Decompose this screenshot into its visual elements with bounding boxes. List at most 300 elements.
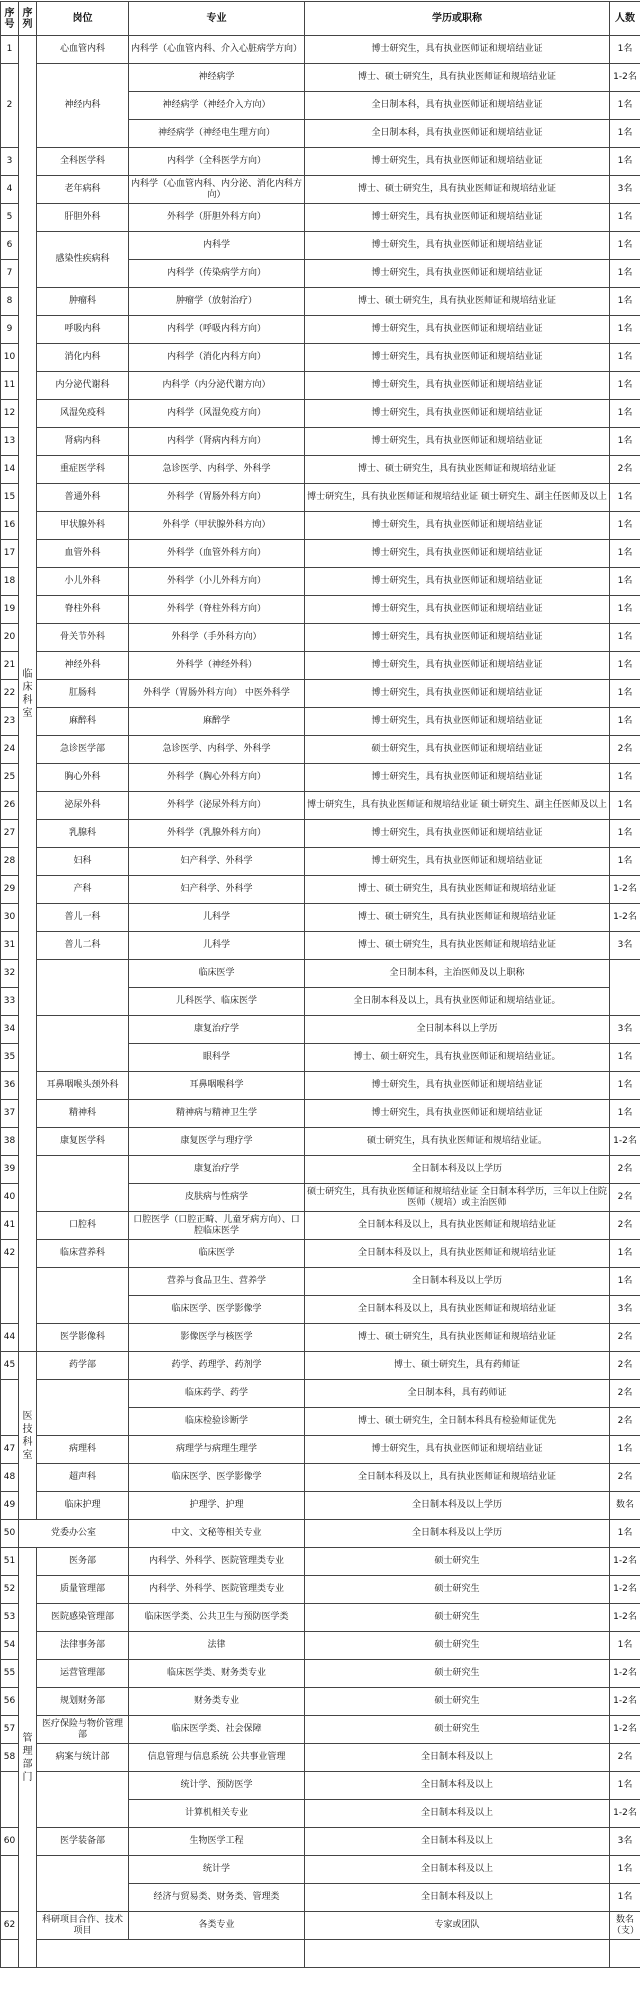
cell-position: 泌尿外科 xyxy=(37,792,129,820)
cell-seq: 3 xyxy=(1,148,19,176)
cell-education: 博士、硕士研究生，全日制本科具有检验师证优先 xyxy=(305,1408,610,1436)
cell-education: 博士、硕士研究生，具有执业医师证和规培结业证 xyxy=(305,904,610,932)
cell-position: 普儿一科 xyxy=(37,904,129,932)
table-row xyxy=(1,736,640,764)
cell-education: 全日制本科及以上，具有执业医师证和规培结业证 xyxy=(305,1296,610,1324)
cell-education: 博士研究生，具有执业医师证和规培结业证 xyxy=(305,652,610,680)
cell-position: 法律事务部 xyxy=(37,1632,129,1660)
table-row xyxy=(1,1380,640,1408)
cell-position: 感染性疾病科 xyxy=(37,232,129,288)
cell-count: 3名 xyxy=(610,932,640,960)
cell-education: 博士研究生，具有执业医师证和规培结业证 xyxy=(305,232,610,260)
cell-count: 1名 xyxy=(610,708,640,736)
cell-education: 博士研究生，具有执业医师证和规培结业证 xyxy=(305,316,610,344)
cell-major: 生物医学工程 xyxy=(129,1828,305,1856)
cell-position: 脊柱外科 xyxy=(37,596,129,624)
cell-major: 内科学（消化内科方向） xyxy=(129,344,305,372)
cell-education: 博士研究生，具有执业医师证和规培结业证 xyxy=(305,260,610,288)
cell-count: 3名 xyxy=(610,1296,640,1324)
table-row xyxy=(1,1716,640,1744)
cell-position xyxy=(37,1380,129,1436)
table-row xyxy=(1,1324,640,1352)
cell-education: 硕士研究生，具有执业医师证和规培结业证。 xyxy=(305,1128,610,1156)
cell-position: 急诊医学部 xyxy=(37,736,129,764)
cell-seq xyxy=(1,1856,19,1912)
cell-major: 临床医学、医学影像学 xyxy=(129,1296,305,1324)
cell-position: 老年病科 xyxy=(37,176,129,204)
table-row xyxy=(1,372,640,400)
cell-education: 全日制本科及以上，具有执业医师证和规培结业证 xyxy=(305,1464,610,1492)
cell-seq: 56 xyxy=(1,1688,19,1716)
cell-major: 法律 xyxy=(129,1632,305,1660)
cell-major: 临床医学、医学影像学 xyxy=(129,1464,305,1492)
cell-education: 硕士研究生 xyxy=(305,1604,610,1632)
cell-count: 1名 xyxy=(610,1044,640,1072)
cell-major: 内科学（风湿免疫方向） xyxy=(129,400,305,428)
table-row xyxy=(1,1744,640,1772)
cell-count: 1名 xyxy=(610,820,640,848)
cell-seq: 37 xyxy=(1,1100,19,1128)
cell-count: 1-2名 xyxy=(610,1128,640,1156)
cell-major: 中文、文秘等相关专业 xyxy=(129,1520,305,1548)
cell-major: 神经病学（神经介入方向） xyxy=(129,92,305,120)
cell-major: 耳鼻咽喉科学 xyxy=(129,1072,305,1100)
category-admin: 管理部门 xyxy=(19,1548,37,1968)
cell-seq: 58 xyxy=(1,1744,19,1772)
cell-position: 消化内科 xyxy=(37,344,129,372)
cell-position: 病案与统计部 xyxy=(37,1744,129,1772)
cell-major: 皮肤病与性病学 xyxy=(129,1184,305,1212)
cell-count: 1名 xyxy=(610,36,640,64)
cell-seq xyxy=(1,1772,19,1828)
table-row xyxy=(1,400,640,428)
cell-seq: 55 xyxy=(1,1660,19,1688)
cell-seq: 1 xyxy=(1,36,19,64)
cell-major: 临床医学 xyxy=(129,960,305,988)
cell-count: 1名 xyxy=(610,92,640,120)
cell-count: 1名 xyxy=(610,596,640,624)
cell-position: 肾病内科 xyxy=(37,428,129,456)
cell-major: 外科学（乳腺外科方向） xyxy=(129,820,305,848)
cell-seq: 28 xyxy=(1,848,19,876)
cell-position: 神经外科 xyxy=(37,652,129,680)
cell-count: 1名 xyxy=(610,1268,640,1296)
cell-seq: 31 xyxy=(1,932,19,960)
cell-seq: 52 xyxy=(1,1576,19,1604)
header-pos: 岗位 xyxy=(37,2,129,36)
cell-education: 全日制本科及以上，具有执业医师证和规培结业证 xyxy=(305,1212,610,1240)
cell-education: 博士、硕士研究生，具有执业医师证和规培结业证 xyxy=(305,288,610,316)
cell-position: 口腔科 xyxy=(37,1212,129,1240)
header-cat: 序列 xyxy=(19,2,37,36)
table-row xyxy=(1,960,640,988)
cell-major: 药学、药理学、药剂学 xyxy=(129,1352,305,1380)
cell-count: 2名 xyxy=(610,1324,640,1352)
table-row xyxy=(1,1016,640,1044)
cell-education: 博士研究生，具有执业医师证和规培结业证 xyxy=(305,596,610,624)
cell-seq: 44 xyxy=(1,1324,19,1352)
cell-count: 1名 xyxy=(610,1632,640,1660)
header-maj: 专业 xyxy=(129,2,305,36)
cell-seq: 49 xyxy=(1,1492,19,1520)
table-row xyxy=(1,652,640,680)
table-row xyxy=(1,1604,640,1632)
cell-seq: 42 xyxy=(1,1240,19,1268)
cell-major: 外科学（小儿外科方向） xyxy=(129,568,305,596)
cell-education: 博士、硕士研究生，具有执业医师证和规培结业证 xyxy=(305,176,610,204)
cell-position: 药学部 xyxy=(37,1352,129,1380)
cell-count: 1名 xyxy=(610,316,640,344)
cell-seq: 6 xyxy=(1,232,19,260)
table-row xyxy=(1,596,640,624)
cell-education: 博士、硕士研究生，具有执业医师证和规培结业证 xyxy=(305,456,610,484)
table-row xyxy=(1,456,640,484)
cell-position: 甲状腺外科 xyxy=(37,512,129,540)
cell-position: 精神科 xyxy=(37,1100,129,1128)
table-row xyxy=(1,848,640,876)
cell-education xyxy=(610,1940,640,1968)
cell-major: 财务类专业 xyxy=(129,1688,305,1716)
cell-count: 数名（支） xyxy=(610,1912,640,1940)
cell-seq: 32 xyxy=(1,960,19,988)
cell-position: 医学装备部 xyxy=(37,1828,129,1856)
table-row xyxy=(1,1520,640,1548)
cell-count: 1名 xyxy=(610,288,640,316)
cell-education: 硕士研究生，具有执业医师证和规培结业证 全日制本科学历，三年以上住院医师（规培）或主治医师 xyxy=(305,1184,610,1212)
cell-education: 全日制本科，具有执业医师证和规培结业证 xyxy=(305,92,610,120)
cell-seq: 14 xyxy=(1,456,19,484)
table-row xyxy=(1,820,640,848)
cell-position: 医学影像科 xyxy=(37,1324,129,1352)
cell-major: 临床医学类、财务类专业 xyxy=(129,1660,305,1688)
table-row xyxy=(1,1072,640,1100)
table-row xyxy=(1,1548,640,1576)
cell-seq: 38 xyxy=(1,1128,19,1156)
cell-education: 博士研究生，具有执业医师证和规培结业证 xyxy=(305,344,610,372)
cell-count: 1名 xyxy=(610,848,640,876)
cell-major: 外科学（泌尿外科方向） xyxy=(129,792,305,820)
cell-education: 全日制本科及以上 xyxy=(305,1744,610,1772)
cell-major: 肿瘤学（放射治疗） xyxy=(129,288,305,316)
cell-position: 内分泌代谢科 xyxy=(37,372,129,400)
table-row xyxy=(1,1576,640,1604)
cell-education: 全日制本科及以上学历 xyxy=(305,1520,610,1548)
cell-major: 外科学（脊柱外科方向） xyxy=(129,596,305,624)
cell-count: 3名 xyxy=(610,1016,640,1044)
cell-seq: 13 xyxy=(1,428,19,456)
table-row xyxy=(1,624,640,652)
cell-major: 外科学（胃肠外科方向） xyxy=(129,484,305,512)
cell-major: 内科学（心血管内科、介入心脏病学方向） xyxy=(129,36,305,64)
cell-education: 博士研究生，具有执业医师证和规培结业证 xyxy=(305,1436,610,1464)
cell-education: 全日制本科，主治医师及以上职称 xyxy=(305,960,610,988)
cell-count: 1名 xyxy=(610,1772,640,1800)
cell-count: 1名 xyxy=(610,484,640,512)
header-num: 人数 xyxy=(610,2,640,36)
cell-count xyxy=(610,960,640,1016)
cell-position: 乳腺科 xyxy=(37,820,129,848)
cell-count: 2名 xyxy=(610,1352,640,1380)
cell-position: 骨关节外科 xyxy=(37,624,129,652)
cell-count: 1名 xyxy=(610,1240,640,1268)
table-row xyxy=(1,64,640,92)
table-row xyxy=(1,1352,640,1380)
cell-seq: 60 xyxy=(1,1828,19,1856)
cell-position: 运营管理部 xyxy=(37,1660,129,1688)
cell-position xyxy=(37,1268,129,1324)
cell-count: 1名 xyxy=(610,372,640,400)
table-row xyxy=(1,764,640,792)
cell-major: 统计学 xyxy=(129,1856,305,1884)
cell-major: 外科学（胃肠外科方向） 中医外科学 xyxy=(129,680,305,708)
cell-education: 全日制本科及以上，具有执业医师证和规培结业证 xyxy=(305,1240,610,1268)
table-row xyxy=(1,792,640,820)
cell-seq: 20 xyxy=(1,624,19,652)
cell-count: 数名 xyxy=(610,1492,640,1520)
cell-count: 3名 xyxy=(610,1828,640,1856)
cell-position xyxy=(37,1940,305,1968)
cell-count: 1-2名 xyxy=(610,904,640,932)
cell-count: 2名 xyxy=(610,1380,640,1408)
cell-education: 全日制本科，具有药师证 xyxy=(305,1380,610,1408)
cell-education: 硕士研究生 xyxy=(305,1576,610,1604)
cell-seq: 26 xyxy=(1,792,19,820)
cell-seq: 34 xyxy=(1,1016,19,1044)
cell-education: 全日制本科，具有执业医师证和规培结业证 xyxy=(305,120,610,148)
cell-seq: 4 xyxy=(1,176,19,204)
cell-seq: 27 xyxy=(1,820,19,848)
table-row xyxy=(1,1828,640,1856)
cell-position: 病理科 xyxy=(37,1436,129,1464)
cell-count: 1名 xyxy=(610,624,640,652)
cell-major: 临床医学类、公共卫生与预防医学类 xyxy=(129,1604,305,1632)
cell-count: 1名 xyxy=(610,1884,640,1912)
cell-position xyxy=(37,960,129,1016)
table-row xyxy=(1,316,640,344)
cell-education: 博士研究生，具有执业医师证和规培结业证 xyxy=(305,708,610,736)
cell-major: 妇产科学、外科学 xyxy=(129,848,305,876)
table-row xyxy=(1,904,640,932)
table-row xyxy=(1,680,640,708)
table-row xyxy=(1,1688,640,1716)
table-row xyxy=(1,1940,640,1968)
table-row xyxy=(1,428,640,456)
cell-count: 1名 xyxy=(610,1856,640,1884)
cell-position: 神经内科 xyxy=(37,64,129,148)
cell-seq: 18 xyxy=(1,568,19,596)
cell-education: 博士研究生，具有执业医师证和规培结业证 xyxy=(305,400,610,428)
cell-position: 麻醉科 xyxy=(37,708,129,736)
cell-count: 2名 xyxy=(610,1184,640,1212)
cell-count: 2名 xyxy=(610,1744,640,1772)
cell-education: 博士研究生，具有执业医师证和规培结业证 xyxy=(305,680,610,708)
cell-seq: 30 xyxy=(1,904,19,932)
cell-position xyxy=(37,1156,129,1212)
cell-education: 博士、硕士研究生，具有执业医师证和规培结业证 xyxy=(305,932,610,960)
cell-count: 1-2名 xyxy=(610,1688,640,1716)
cell-major: 外科学（手外科方向） xyxy=(129,624,305,652)
cell-count: 2名 xyxy=(610,736,640,764)
cell-education: 博士研究生，具有执业医师证和规培结业证 xyxy=(305,36,610,64)
cell-education: 博士研究生，具有执业医师证和规培结业证 xyxy=(305,1100,610,1128)
cell-count: 1名 xyxy=(610,1520,640,1548)
cell-education: 博士、硕士研究生，具有执业医师证和规培结业证 xyxy=(305,1324,610,1352)
cell-education: 博士、硕士研究生，具有执业医师证和规培结业证 xyxy=(305,64,610,92)
table-row xyxy=(1,1492,640,1520)
cell-major: 神经病学（神经电生理方向） xyxy=(129,120,305,148)
cell-count: 1名 xyxy=(610,204,640,232)
cell-seq: 17 xyxy=(1,540,19,568)
cell-position: 普儿二科 xyxy=(37,932,129,960)
cell-major: 营养与食品卫生、营养学 xyxy=(129,1268,305,1296)
cell-count: 1名 xyxy=(610,344,640,372)
cell-count: 2名 xyxy=(610,1408,640,1436)
table-row xyxy=(1,876,640,904)
cell-education: 专家或团队 xyxy=(305,1912,610,1940)
table-row xyxy=(1,288,640,316)
cell-education: 博士研究生，具有执业医师证和规培结业证 xyxy=(305,428,610,456)
cell-seq: 25 xyxy=(1,764,19,792)
cell-position: 心血管内科 xyxy=(37,36,129,64)
cell-major: 眼科学 xyxy=(129,1044,305,1072)
cell-count: 1-2名 xyxy=(610,1660,640,1688)
cell-education: 硕士研究生 xyxy=(305,1632,610,1660)
table-row xyxy=(1,1100,640,1128)
table-row xyxy=(1,176,640,204)
cell-education: 博士研究生，具有执业医师证和规培结业证 硕士研究生、副主任医师及以上 xyxy=(305,792,610,820)
cell-seq: 47 xyxy=(1,1436,19,1464)
cell-education: 硕士研究生 xyxy=(305,1660,610,1688)
cell-education: 硕士研究生，具有执业医师证和规培结业证 xyxy=(305,736,610,764)
table-row xyxy=(1,1156,640,1184)
cell-education: 硕士研究生 xyxy=(305,1688,610,1716)
table-row xyxy=(1,232,640,260)
cell-seq: 53 xyxy=(1,1604,19,1632)
cell-seq: 16 xyxy=(1,512,19,540)
cell-seq: 11 xyxy=(1,372,19,400)
cell-count: 1名 xyxy=(610,568,640,596)
cell-count: 3名 xyxy=(610,176,640,204)
cell-count: 1-2名 xyxy=(610,1716,640,1744)
cell-seq: 29 xyxy=(1,876,19,904)
cell-position: 呼吸内科 xyxy=(37,316,129,344)
cell-major: 急诊医学、内科学、外科学 xyxy=(129,456,305,484)
cell-education: 博士研究生，具有执业医师证和规培结业证 xyxy=(305,568,610,596)
cell-major: 内科学（全科医学方向） xyxy=(129,148,305,176)
cell-position: 风湿免疫科 xyxy=(37,400,129,428)
cell-count: 1-2名 xyxy=(610,64,640,92)
cell-count: 1名 xyxy=(610,512,640,540)
cell-major: 康复治疗学 xyxy=(129,1156,305,1184)
table-row xyxy=(1,540,640,568)
cell-count: 1名 xyxy=(610,652,640,680)
table-row xyxy=(1,36,640,64)
cell-major: 临床检验诊断学 xyxy=(129,1408,305,1436)
cell-position: 肿瘤科 xyxy=(37,288,129,316)
cell-major: 神经病学 xyxy=(129,64,305,92)
cell-position: 康复医学科 xyxy=(37,1128,129,1156)
table-row xyxy=(1,1212,640,1240)
table-row xyxy=(1,1660,640,1688)
cell-count: 1名 xyxy=(610,260,640,288)
cell-seq: 12 xyxy=(1,400,19,428)
cell-seq xyxy=(1,1940,19,1968)
cell-education: 全日制本科及以上学历 xyxy=(305,1268,610,1296)
cell-education: 博士研究生，具有执业医师证和规培结业证 xyxy=(305,624,610,652)
cell-major: 外科学（血管外科方向） xyxy=(129,540,305,568)
cell-major: 内科学（肾病内科方向） xyxy=(129,428,305,456)
cell-major: 康复医学与理疗学 xyxy=(129,1128,305,1156)
cell-count: 2名 xyxy=(610,456,640,484)
cell-seq: 7 xyxy=(1,260,19,288)
cell-major: 外科学（甲状腺外科方向） xyxy=(129,512,305,540)
cell-seq xyxy=(1,1268,19,1324)
cell-education: 全日制本科及以上 xyxy=(305,1856,610,1884)
cell-major: 麻醉学 xyxy=(129,708,305,736)
cell-major: 内科学（传染病学方向） xyxy=(129,260,305,288)
cell-count: 1-2名 xyxy=(610,1576,640,1604)
cell-count: 1-2名 xyxy=(610,876,640,904)
cell-seq: 57 xyxy=(1,1716,19,1744)
cell-position: 质量管理部 xyxy=(37,1576,129,1604)
category-clinical: 临床科室 xyxy=(19,36,37,1352)
cell-education: 全日制本科及以上 xyxy=(305,1800,610,1828)
cell-position: 耳鼻咽喉头颈外科 xyxy=(37,1072,129,1100)
cell-major: 影像医学与核医学 xyxy=(129,1324,305,1352)
cell-major: 外科学（神经外科） xyxy=(129,652,305,680)
table-row xyxy=(1,512,640,540)
cell-seq: 50 xyxy=(1,1520,19,1548)
cell-major: 内科学 xyxy=(129,232,305,260)
cell-education: 博士研究生，具有执业医师证和规培结业证 xyxy=(305,372,610,400)
table-row xyxy=(1,1856,640,1884)
cell-seq: 39 xyxy=(1,1156,19,1184)
cell-position xyxy=(37,1016,129,1072)
cell-education: 博士研究生，具有执业医师证和规培结业证 xyxy=(305,1072,610,1100)
table-row xyxy=(1,1240,640,1268)
cell-major xyxy=(305,1940,610,1968)
cell-position: 规划财务部 xyxy=(37,1688,129,1716)
cell-count: 1名 xyxy=(610,540,640,568)
cell-count: 1-2名 xyxy=(610,1548,640,1576)
cell-major: 内科学（内分泌代谢方向） xyxy=(129,372,305,400)
table-row xyxy=(1,1128,640,1156)
cell-seq: 41 xyxy=(1,1212,19,1240)
table-row xyxy=(1,1772,640,1800)
cell-count: 2名 xyxy=(610,1212,640,1240)
table-row xyxy=(1,344,640,372)
cell-position: 肛肠科 xyxy=(37,680,129,708)
cell-position xyxy=(37,1772,129,1828)
cell-count: 1名 xyxy=(610,148,640,176)
cell-major: 临床医学 xyxy=(129,1240,305,1268)
cell-count: 1名 xyxy=(610,1436,640,1464)
cell-major: 康复治疗学 xyxy=(129,1016,305,1044)
cell-education: 硕士研究生 xyxy=(305,1548,610,1576)
table-row xyxy=(1,148,640,176)
cell-education: 博士研究生，具有执业医师证和规培结业证 xyxy=(305,540,610,568)
cell-position: 胸心外科 xyxy=(37,764,129,792)
table-row xyxy=(1,1912,640,1940)
cell-education: 全日制本科以上学历 xyxy=(305,1016,610,1044)
cell-count: 1名 xyxy=(610,764,640,792)
cell-position: 超声科 xyxy=(37,1464,129,1492)
cell-position xyxy=(37,1856,129,1912)
cell-major: 临床药学、药学 xyxy=(129,1380,305,1408)
table-row xyxy=(1,932,640,960)
cell-major: 儿科医学、临床医学 xyxy=(129,988,305,1016)
cell-count: 1名 xyxy=(610,792,640,820)
